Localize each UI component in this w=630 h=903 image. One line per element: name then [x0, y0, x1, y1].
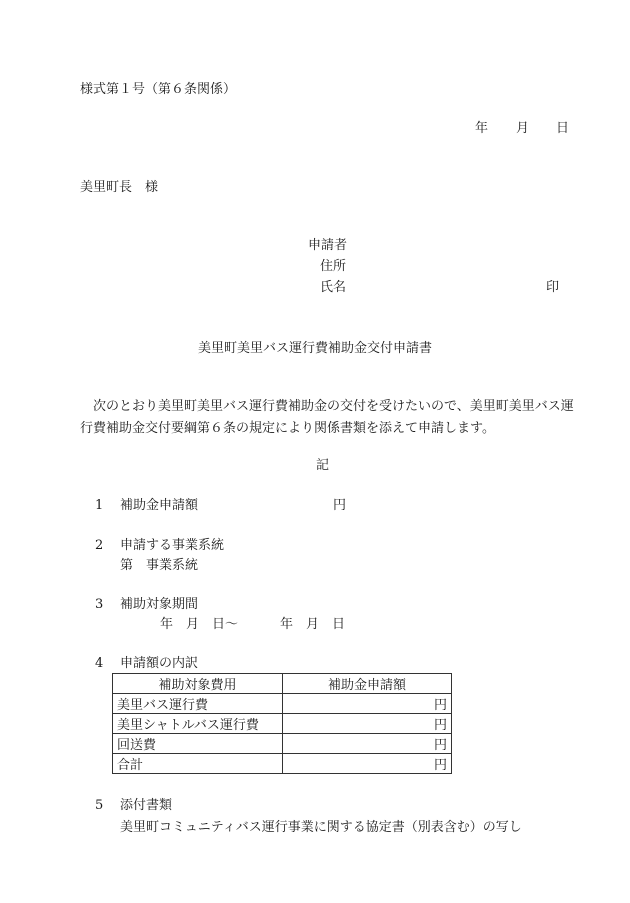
period-to: 年 月 日	[280, 617, 346, 632]
header-requested-amount: 補助金申請額	[283, 674, 452, 694]
row-amount: 円	[283, 754, 452, 774]
item-3-label: 補助対象期間	[120, 597, 199, 612]
date-day-label: 日	[556, 121, 570, 136]
row-label: 回送費	[113, 734, 283, 754]
item-3-number: 3	[95, 597, 104, 612]
date-month-label: 月	[516, 121, 530, 136]
item-4-number: 4	[95, 656, 104, 671]
table-row	[113, 694, 452, 714]
document-title: 美里町美里バス運行費補助金交付申請書	[197, 341, 432, 356]
item-2-label: 申請する事業系統	[120, 538, 225, 553]
row-amount: 円	[283, 694, 452, 714]
period-from: 年 月 日～	[160, 617, 239, 632]
applicant-heading: 申請者	[308, 238, 348, 253]
table-row	[113, 754, 452, 774]
item-2-value: 第 事業系統	[120, 558, 199, 573]
item-5-value: 美里町コミュニティバス運行事業に関する協定書（別表含む）の写し	[120, 820, 522, 835]
addressee: 美里町長 様	[80, 180, 159, 195]
table-header-row	[113, 674, 452, 694]
body-paragraph: 次のとおり美里町美里バス運行費補助金の交付を受けたいので、美里町美里バス運行費補助金交付要綱第６条の規定により関係書類を添えて申請します。	[80, 399, 574, 436]
row-amount: 円	[283, 714, 452, 734]
row-label: 美里シャトルバス運行費	[113, 714, 283, 734]
table-row	[113, 734, 452, 754]
date-year-label: 年	[475, 121, 489, 136]
item-4-label: 申請額の内訳	[120, 656, 199, 671]
applicant-name-label: 氏名	[320, 280, 347, 295]
row-label: 合計	[113, 754, 283, 774]
ki-heading: 記	[315, 458, 329, 473]
applicant-address-label: 住所	[320, 259, 347, 274]
item-1-number: 1	[95, 498, 104, 513]
table-row	[113, 714, 452, 734]
header-cost-item: 補助対象費用	[113, 674, 283, 694]
breakdown-table	[112, 673, 452, 774]
seal-mark: 印	[546, 280, 560, 295]
item-1-yen-unit: 円	[333, 498, 347, 513]
form-number: 様式第１号（第６条関係）	[80, 82, 237, 97]
row-amount: 円	[283, 734, 452, 754]
item-5-number: 5	[95, 798, 104, 813]
item-2-number: 2	[95, 538, 104, 553]
item-5-label: 添付書類	[120, 798, 173, 813]
row-label: 美里バス運行費	[113, 694, 283, 714]
item-1-label: 補助金申請額	[120, 498, 199, 513]
